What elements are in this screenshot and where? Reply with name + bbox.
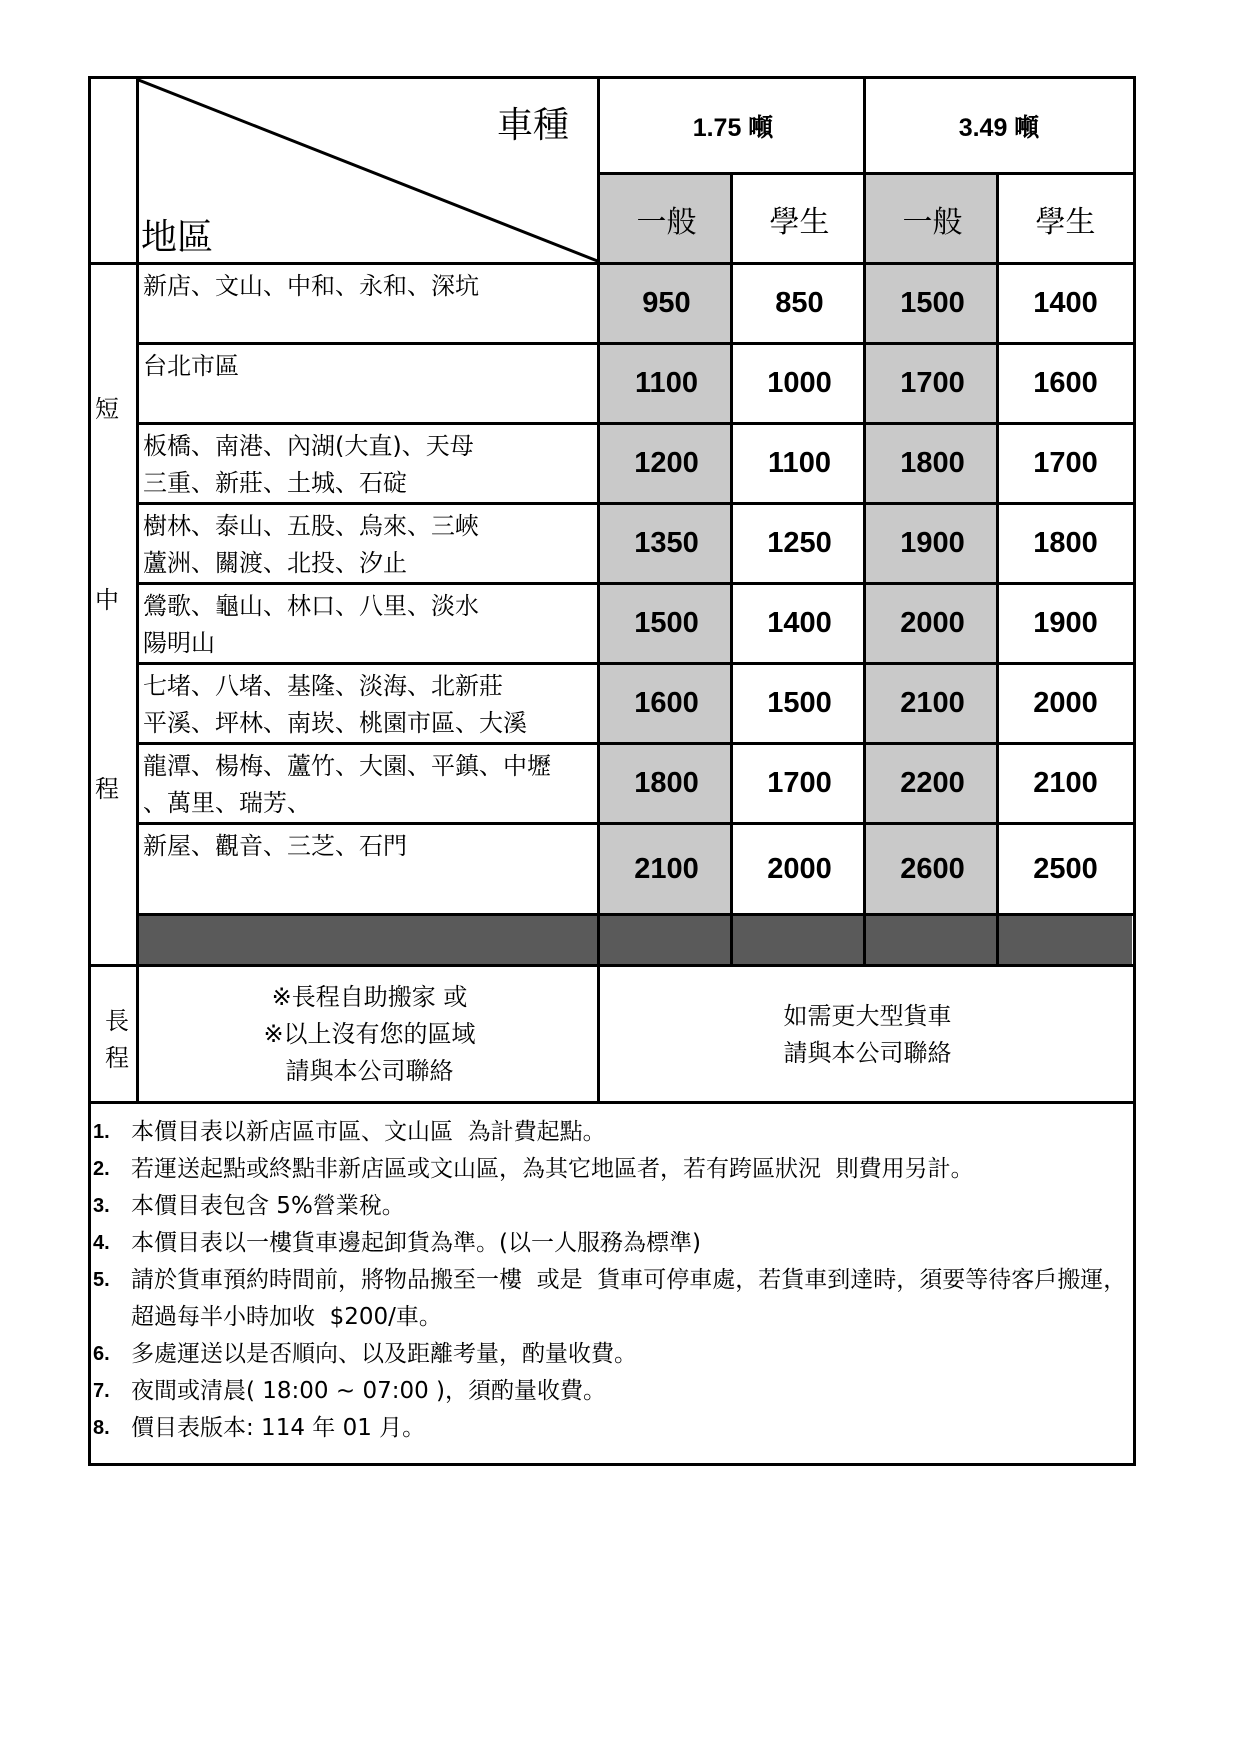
grid-line (136, 662, 1133, 665)
note-number: 6. (93, 1343, 110, 1365)
price-table (88, 76, 1136, 1466)
area-line: 陽明山 (143, 629, 215, 657)
note-text: 請於貨車預約時間前，將物品搬至一樓 或是 貨車可停車處，若貨車到達時，須要等待客戶搬運，超過每半小時加收 $200/車。 (131, 1267, 1127, 1330)
price-cell: 1500 (600, 585, 733, 662)
area-cell (139, 265, 597, 342)
note-number: 1. (93, 1121, 110, 1143)
vehicle-type-label: 車種 (497, 105, 570, 146)
side-label-long: 長 (105, 1007, 129, 1035)
ton-1-75-header: 1.75 噸 (692, 113, 774, 142)
grid-line (136, 582, 1133, 585)
price-cell: 1800 (866, 425, 999, 502)
area-line: 七堵、八堵、基隆、淡海、北新莊 (143, 672, 503, 700)
note-item (91, 1410, 1133, 1447)
area-line: 蘆洲、關渡、北投、汐止 (143, 549, 407, 577)
note-item (91, 1373, 1133, 1410)
note-text: 本價目表以一樓貨車邊起卸貨為準。(以一人服務為標準) (131, 1230, 701, 1256)
note-item (91, 1114, 1133, 1151)
price-cell: 1800 (1033, 527, 1098, 559)
grid-line (136, 913, 1133, 916)
price-cell: 1900 (1033, 607, 1098, 639)
grid-line (136, 342, 1133, 345)
grid-line (91, 262, 1133, 265)
price-cell: 1700 (767, 767, 832, 799)
area-cell (139, 825, 597, 913)
price-cell: 2200 (866, 745, 999, 822)
region-label: 地區 (141, 217, 214, 258)
area-line: 樹林、泰山、五股、烏來、三峽 (143, 512, 479, 540)
long-distance-left (139, 967, 600, 1102)
price-cell: 2000 (866, 585, 999, 662)
area-cell (139, 665, 597, 742)
price-cell: 1100 (768, 447, 831, 479)
price-cell: 1350 (600, 505, 733, 582)
price-cell: 1500 (767, 687, 832, 719)
grid-line (136, 742, 1133, 745)
side-label-mid: 中 (95, 586, 119, 614)
sub-header-student: 學生 (1035, 204, 1096, 240)
price-cell: 1000 (767, 367, 832, 399)
area-line: 龍潭、楊梅、蘆竹、大園、平鎮、中壢 (143, 752, 551, 780)
long-distance-line: ※以上沒有您的區域 (263, 1020, 476, 1048)
note-item (91, 1336, 1133, 1373)
price-cell: 1800 (600, 745, 733, 822)
area-cell (139, 345, 597, 422)
note-text: 若運送起點或終點非新店區或文山區，為其它地區者，若有跨區狀況 則費用另計。 (131, 1156, 974, 1182)
price-cell: 2000 (1033, 687, 1098, 719)
long-distance-line: 請與本公司聯絡 (783, 1038, 952, 1067)
area-line: 三重、新莊、土城、石碇 (143, 469, 407, 497)
area-line: 板橋、南港、內湖(大直)、天母 (143, 432, 474, 460)
price-cell: 2100 (1033, 767, 1098, 799)
area-line: 台北市區 (143, 352, 239, 380)
price-cell: 1250 (767, 527, 832, 559)
long-distance-line: 請與本公司聯絡 (285, 1057, 454, 1085)
grid-line (597, 172, 1133, 175)
area-line: 平溪、坪林、南崁、桃園市區、大溪 (143, 709, 527, 737)
note-number: 4. (93, 1232, 110, 1254)
note-text: 夜間或清晨( 18:00 ~ 07:00 )，須酌量收費。 (131, 1378, 607, 1404)
grid-line (136, 502, 1133, 505)
ton-3-49-header: 3.49 噸 (958, 113, 1040, 142)
grid-line (91, 964, 1133, 967)
note-text: 本價目表以新店區市區、文山區 為計費起點。 (131, 1119, 606, 1145)
note-number: 5. (93, 1269, 110, 1291)
side-label-range: 程 (95, 775, 119, 803)
price-cell: 1100 (600, 345, 733, 422)
sub-header-general: 一般 (636, 204, 697, 240)
price-cell: 1200 (600, 425, 733, 502)
grid-line (136, 422, 1133, 425)
price-cell: 1700 (866, 345, 999, 422)
price-cell: 1600 (600, 665, 733, 742)
area-cell (139, 505, 597, 582)
note-text: 本價目表包含 5%營業稅。 (131, 1193, 405, 1219)
note-number: 8. (93, 1417, 110, 1439)
long-distance-line: ※長程自助搬家 或 (271, 983, 468, 1011)
price-cell: 2500 (1033, 852, 1098, 885)
price-cell: 2600 (866, 825, 999, 913)
note-number: 2. (93, 1158, 110, 1180)
price-cell: 2100 (866, 665, 999, 742)
grid-line (996, 172, 999, 964)
price-cell: 1400 (1033, 287, 1098, 319)
side-label-range: 程 (105, 1044, 129, 1072)
area-line: 鶯歌、龜山、林口、八里、淡水 (143, 592, 479, 620)
price-cell: 1600 (1033, 367, 1098, 399)
note-item (91, 1151, 1133, 1188)
note-item (91, 1225, 1133, 1262)
area-cell (139, 585, 597, 662)
grid-line (91, 1101, 1133, 1104)
price-cell: 1900 (866, 505, 999, 582)
long-distance-right (603, 967, 1132, 1102)
price-cell: 1500 (866, 265, 999, 342)
long-distance-line: 如需更大型貨車 (783, 1001, 952, 1030)
price-cell: 950 (600, 265, 733, 342)
price-cell: 2000 (767, 852, 832, 885)
note-text: 多處運送以是否順向、以及距離考量，酌量收費。 (131, 1341, 637, 1367)
price-cell: 1700 (1033, 447, 1098, 479)
area-cell (139, 745, 597, 822)
grid-line (136, 79, 139, 1101)
grid-line (863, 79, 866, 964)
note-number: 3. (93, 1195, 110, 1217)
grid-line (597, 79, 600, 1101)
notes-list (91, 1114, 1133, 1447)
note-item (91, 1188, 1133, 1225)
grid-line (730, 172, 733, 964)
price-cell: 2100 (600, 825, 733, 913)
sub-header-general: 一般 (902, 204, 963, 240)
side-label-short: 短 (95, 395, 119, 423)
note-item (91, 1262, 1133, 1336)
dark-spacer-row (139, 916, 1132, 964)
price-cell: 1400 (767, 607, 832, 639)
grid-line (136, 822, 1133, 825)
note-number: 7. (93, 1380, 110, 1402)
area-cell (139, 425, 597, 502)
price-cell: 850 (775, 287, 824, 319)
sub-header-student: 學生 (769, 204, 830, 240)
note-text: 價目表版本: 114 年 01 月。 (131, 1415, 426, 1441)
area-line: 新店、文山、中和、永和、深坑 (143, 272, 479, 300)
area-line: 、萬里、瑞芳、 (143, 789, 311, 817)
area-line: 新屋、觀音、三芝、石門 (143, 832, 407, 860)
